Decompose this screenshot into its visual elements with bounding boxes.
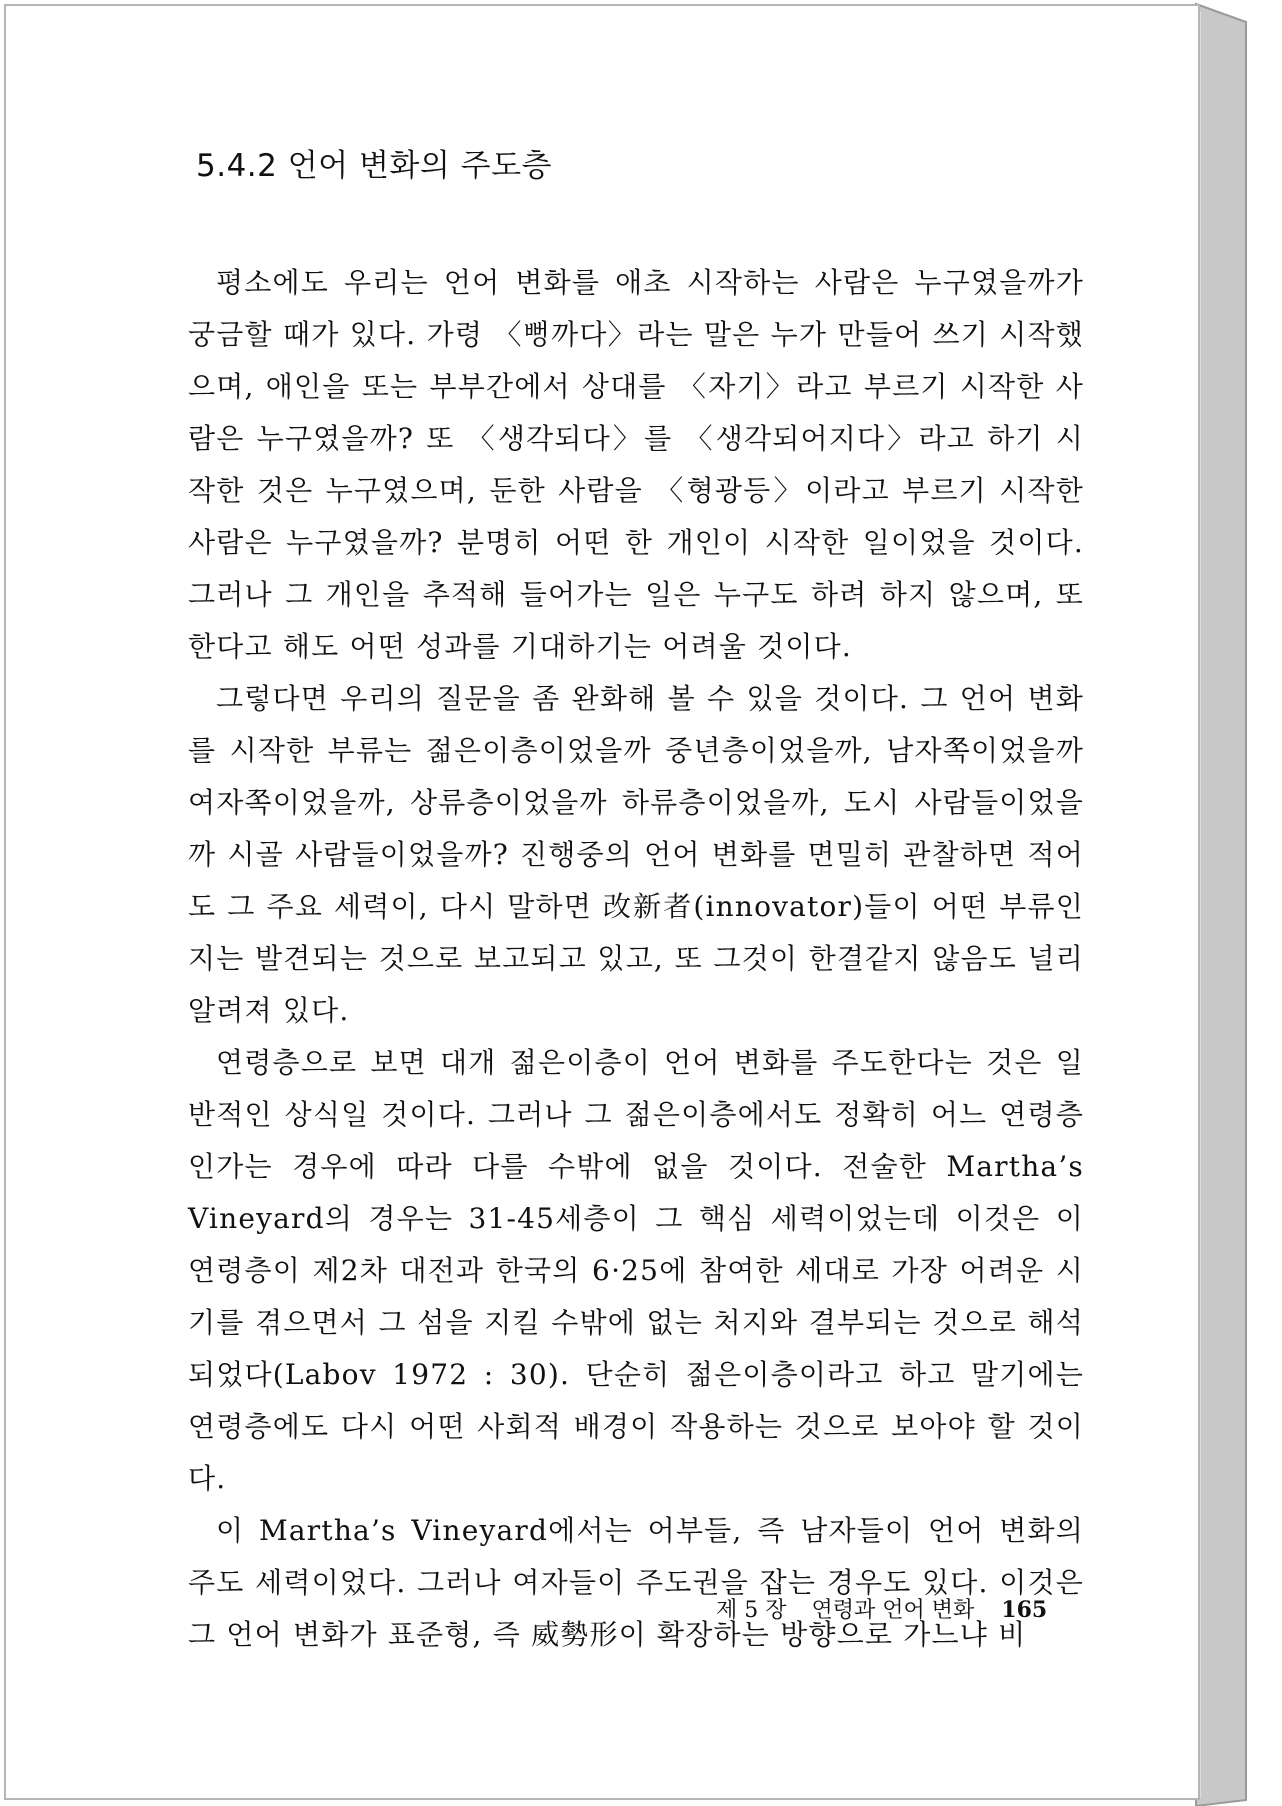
paragraph-3: 연령층으로 보면 대개 젊은이층이 언어 변화를 주도한다는 것은 일반적인 상식일 것이다. 그러나 그 젊은이층에서도 정확히 어느 연령층인가는 경우에 따라 다를 수밖에 없을 것이다. 전술한 Martha’s Vineyard의 경우는 31-45세층이 그 핵심 세력이었는데 이것은 이 연령층이 제2차 대전과 한국의 6·25에 참여한 세대로 가장 어려운 시기를 겪으면서 그 섬을 지킬 수밖에 없는 처지와 결부되는 것으로 해석되었다(Labov 1972 : 30). 단순히 젊은이층이라고 하고 말기에는 연령층에도 다시 어떤 사회적 배경이 작용하는 것으로 보아야 할 것이다. xyxy=(188,1046,1084,1495)
paragraph-1: 평소에도 우리는 언어 변화를 애초 시작하는 사람은 누구였을까가 궁금할 때가 있다. 가령 〈뻥까다〉라는 말은 누가 만들어 쓰기 시작했으며, 애인을 또는 부부간에서 상대를 〈자기〉라고 부르기 시작한 사람은 누구였을까? 또 〈생각되다〉를 〈생각되어지다〉라고 하기 시작한 것은 누구였으며, 둔한 사람을 〈형광등〉이라고 부르기 시작한 사람은 누구였을까? 분명히 어떤 한 개인이 시작한 일이었을 것이다. 그러나 그 개인을 추적해 들어가는 일은 누구도 하려 하지 않으며, 또 한다고 해도 어떤 성과를 기대하기는 어려울 것이다. xyxy=(188,266,1084,663)
page-body xyxy=(188,140,1084,1661)
footer-chapter-title: 연령과 언어 변화 xyxy=(811,1598,975,1623)
paragraph-4: 이 Martha’s Vineyard에서는 어부들, 즉 남자들이 언어 변화의 주도 세력이었다. 그러나 여자들이 주도권을 잡는 경우도 있다. 이것은 그 언어 변화가 표준형, 즉 威勢形이 확장하는 방향으로 가느냐 비 xyxy=(188,1514,1084,1651)
section-title: 5.4.2 언어 변화의 주도층 xyxy=(196,148,553,184)
page-edge-right xyxy=(1196,4,1246,1806)
running-footer xyxy=(716,1593,1047,1624)
footer-chapter: 제 5 장 xyxy=(716,1598,787,1623)
page-number: 165 xyxy=(1001,1597,1048,1623)
paragraph-2: 그렇다면 우리의 질문을 좀 완화해 볼 수 있을 것이다. 그 언어 변화를 시작한 부류는 젊은이층이었을까 중년층이었을까, 남자쪽이었을까 여자쪽이었을까, 상류층이었을까 하류층이었을까, 도시 사람들이었을까 시골 사람들이었을까? 진행중의 언어 변화를 면밀히 관찰하면 적어도 그 주요 세력이, 다시 말하면 改新者(innovator)들이 어떤 부류인지는 발견되는 것으로 보고되고 있고, 또 그것이 한결같지 않음도 널리 알려져 있다. xyxy=(188,682,1084,1027)
